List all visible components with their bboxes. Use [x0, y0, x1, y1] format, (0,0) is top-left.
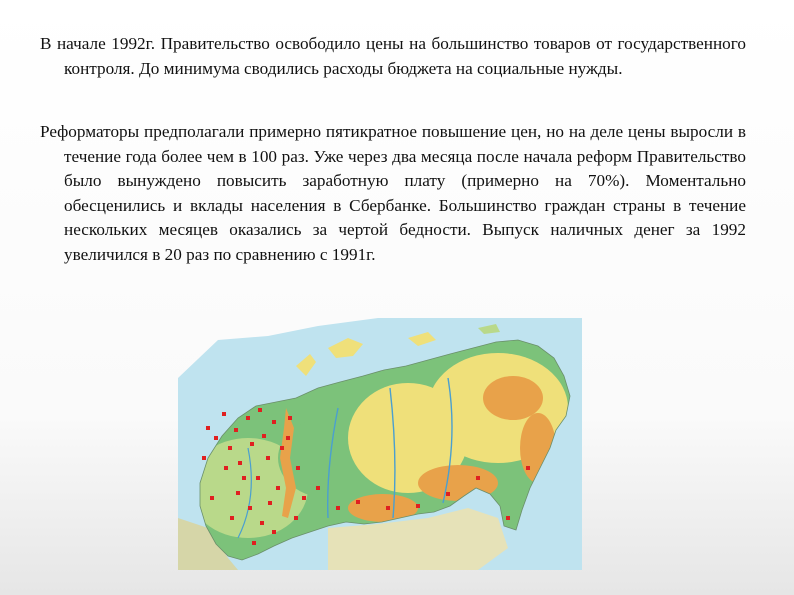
city-marker — [258, 408, 262, 412]
city-marker — [272, 530, 276, 534]
city-marker — [280, 446, 284, 450]
city-marker — [236, 491, 240, 495]
city-marker — [256, 476, 260, 480]
city-marker — [386, 506, 390, 510]
city-marker — [506, 516, 510, 520]
city-marker — [230, 516, 234, 520]
city-marker — [268, 501, 272, 505]
city-marker — [446, 492, 450, 496]
city-marker — [316, 486, 320, 490]
city-marker — [228, 446, 232, 450]
city-marker — [206, 426, 210, 430]
city-marker — [250, 442, 254, 446]
city-marker — [202, 456, 206, 460]
city-marker — [476, 476, 480, 480]
russia-relief-map-icon — [178, 318, 582, 570]
city-marker — [526, 466, 530, 470]
russia-map-image — [178, 318, 582, 570]
city-marker — [294, 516, 298, 520]
city-marker — [302, 496, 306, 500]
city-marker — [276, 486, 280, 490]
city-marker — [416, 504, 420, 508]
city-marker — [260, 521, 264, 525]
city-marker — [248, 506, 252, 510]
city-marker — [238, 461, 242, 465]
city-marker — [286, 436, 290, 440]
city-marker — [262, 434, 266, 438]
city-marker — [266, 456, 270, 460]
city-marker — [222, 412, 226, 416]
city-marker — [246, 416, 250, 420]
city-marker — [356, 500, 360, 504]
city-marker — [242, 476, 246, 480]
city-marker — [252, 541, 256, 545]
paragraph-reform-consequences: Реформаторы предполагали примерно пятикратное повышение цен, но на деле цены выросли в течение года более чем в 100 раз. Уже через два месяца после начала реформ Правительство было вынуждено повысить заработную плату (примерно на 70%). Моментально обесценились и вклады населения в Сбербанке. Большинство граждан страны в течение нескольких месяцев оказались за чертой бедности. Выпуск наличных денег за 1992 увеличился в 20 раз по сравнению с 1991г. — [40, 122, 746, 264]
city-marker — [234, 428, 238, 432]
city-marker — [224, 466, 228, 470]
city-marker — [214, 436, 218, 440]
paragraph-price-liberalization: В начале 1992г. Правительство освободило цены на большинство товаров от государственного контроля. До минимума сводились расходы бюджета на социальные нужды. — [40, 34, 746, 78]
city-marker — [288, 416, 292, 420]
city-marker — [336, 506, 340, 510]
city-marker — [296, 466, 300, 470]
city-marker — [210, 496, 214, 500]
city-marker — [272, 420, 276, 424]
